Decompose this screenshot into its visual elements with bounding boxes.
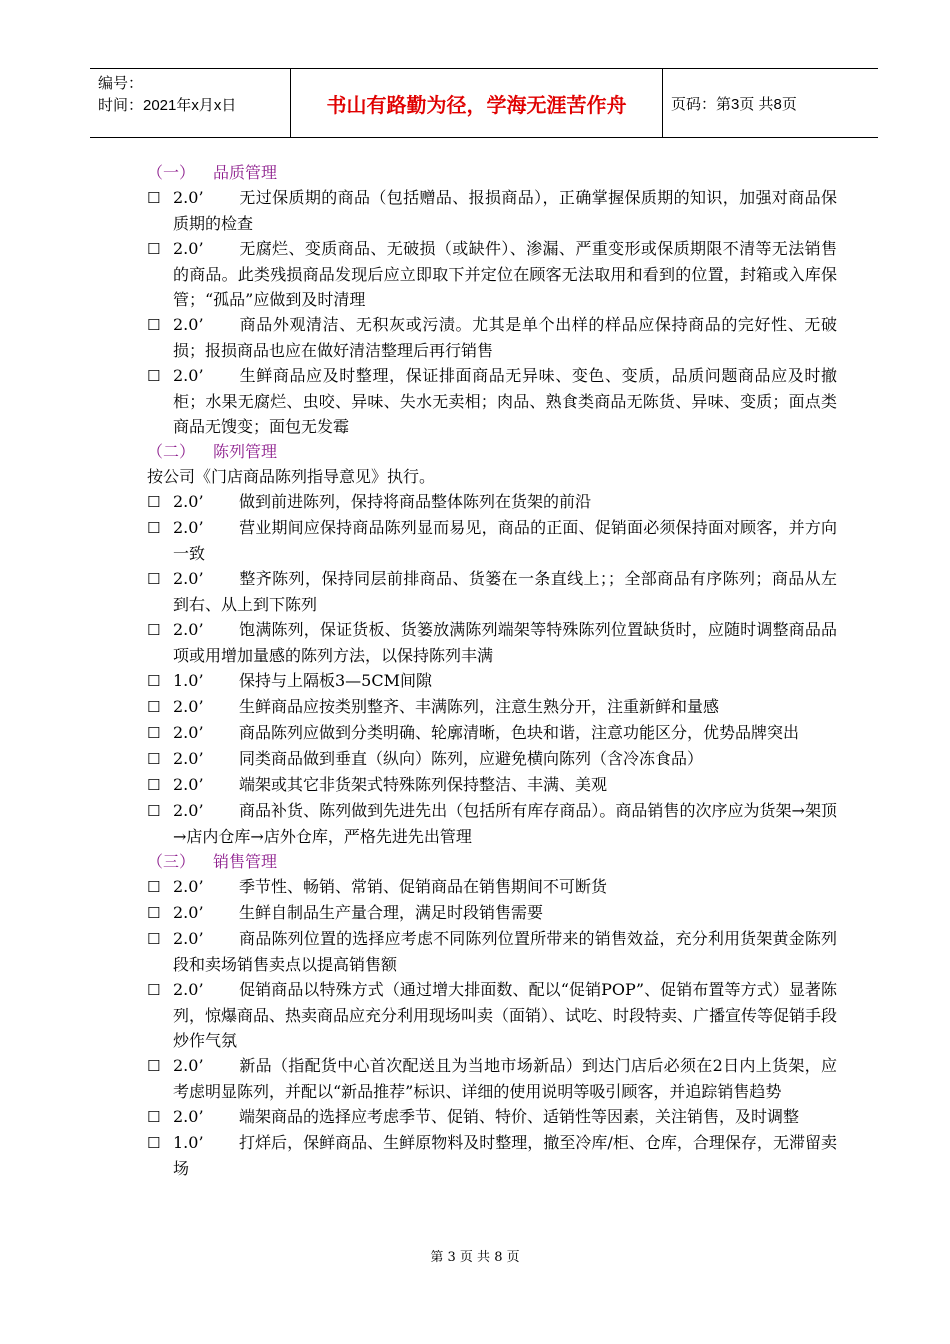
checkbox-icon[interactable]: ☐ [147, 367, 161, 385]
checkbox-icon[interactable]: ☐ [147, 930, 161, 948]
checkbox-icon[interactable]: ☐ [147, 904, 161, 922]
item-score: 2.0’ [173, 775, 204, 794]
checkbox-icon[interactable]: ☐ [147, 878, 161, 896]
checkbox-icon[interactable]: ☐ [147, 519, 161, 537]
item-score: 2.0’ [173, 723, 204, 742]
item-score: 2.0’ [173, 877, 204, 896]
item-text: 生鲜商品应按类别整齐、丰满陈列，注意生熟分开，注重新鲜和量感 [239, 697, 720, 716]
item-score: 2.0’ [173, 569, 204, 588]
checklist-item [147, 694, 837, 720]
item-text: 新品（指配货中心首次配送且为当地市场新品）到达门店后必须在2日内上货架，应考虑明显陈列，并配以“新品推荐”标识、详细的使用说明等吸引顾客，并追踪销售趋势 [173, 1056, 837, 1101]
item-text: 整齐陈列，保持同层前排商品、货篓在一条直线上；；全部商品有序陈列；商品从左到右、从上到下陈列 [173, 569, 837, 614]
item-score: 2.0’ [173, 749, 204, 768]
checkbox-icon[interactable]: ☐ [147, 724, 161, 742]
item-text: 季节性、畅销、常销、促销商品在销售期间不可断货 [239, 877, 608, 896]
section-heading [147, 439, 837, 464]
item-score: 2.0’ [173, 903, 204, 922]
item-score: 2.0’ [173, 239, 204, 258]
checkbox-icon[interactable]: ☐ [147, 1108, 161, 1126]
checklist-item [147, 772, 837, 798]
checkbox-icon[interactable]: ☐ [147, 750, 161, 768]
checklist-item [147, 617, 837, 668]
checklist-item [147, 312, 837, 363]
checklist-item [147, 977, 837, 1053]
item-score: 2.0’ [173, 1107, 204, 1126]
checkbox-icon[interactable]: ☐ [147, 776, 161, 794]
checklist-item [147, 874, 837, 900]
checklist-item [147, 363, 837, 439]
section-title: 陈列管理 [213, 442, 278, 461]
item-text: 端架商品的选择应考虑季节、促销、特价、适销性等因素，关注销售，及时调整 [239, 1107, 800, 1126]
item-score: 1.0’ [173, 1133, 204, 1152]
item-text: 做到前进陈列，保持将商品整体陈列在货架的前沿 [239, 492, 592, 511]
item-score: 2.0’ [173, 518, 204, 537]
section-number: （三） [147, 852, 196, 871]
checklist-item [147, 720, 837, 746]
header-motto: 书山有路勤为径，学海无涯苦作舟 [290, 69, 663, 137]
document-body [147, 160, 837, 1181]
checkbox-icon[interactable]: ☐ [147, 1134, 161, 1152]
checklist-item [147, 1053, 837, 1104]
section-number: （一） [147, 163, 196, 182]
checklist-item [147, 185, 837, 236]
checkbox-icon[interactable]: ☐ [147, 621, 161, 639]
item-text: 商品外观清洁、无积灰或污渍。尤其是单个出样的样品应保持商品的完好性、无破损；报损商品也应在做好清洁整理后再行销售 [173, 315, 837, 360]
item-score: 2.0’ [173, 620, 204, 639]
section-number: （二） [147, 442, 196, 461]
section-title: 品质管理 [213, 163, 278, 182]
item-text: 生鲜自制品生产量合理，满足时段销售需要 [239, 903, 544, 922]
document-time-label: 时间：2021年x月x日 [98, 97, 237, 114]
checklist-item [147, 746, 837, 772]
checklist-item [147, 236, 837, 312]
item-text: 饱满陈列，保证货板、货篓放满陈列端架等特殊陈列位置缺货时，应随时调整商品品项或用增加量感的陈列方法，以保持陈列丰满 [173, 620, 837, 665]
item-text: 营业期间应保持商品陈列显而易见，商品的正面、促销面必须保持面对顾客，并方向一致 [173, 518, 837, 563]
checklist-item [147, 1130, 837, 1181]
item-text: 同类商品做到垂直（纵向）陈列，应避免横向陈列（含冷冻食品） [239, 749, 704, 768]
item-text: 商品陈列位置的选择应考虑不同陈列位置所带来的销售效益，充分利用货架黄金陈列段和卖场销售卖点以提高销售额 [173, 929, 837, 974]
checkbox-icon[interactable]: ☐ [147, 802, 161, 820]
page-footer: 第 3 页 共 8 页 [430, 1250, 520, 1265]
checkbox-icon[interactable]: ☐ [147, 240, 161, 258]
checkbox-icon[interactable]: ☐ [147, 316, 161, 334]
item-score: 2.0’ [173, 1056, 204, 1075]
item-text: 生鲜商品应及时整理，保证排面商品无异味、变色、变质，品质问题商品应及时撤柜；水果无腐烂、虫咬、异味、失水无卖相；肉品、熟食类商品无陈货、异味、变质；面点类商品无馊变；面包无发霉 [173, 366, 837, 436]
item-score: 2.0’ [173, 801, 204, 820]
document-number-label: 编号： [98, 75, 144, 92]
checkbox-icon[interactable]: ☐ [147, 698, 161, 716]
item-text: 商品陈列应做到分类明确、轮廓清晰，色块和谐，注意功能区分，优势品牌突出 [239, 723, 800, 742]
item-text: 无过保质期的商品（包括赠品、报损商品），正确掌握保质期的知识，加强对商品保质期的检查 [173, 188, 837, 233]
item-text: 打烊后，保鲜商品、生鲜原物料及时整理，撤至冷库/柜、仓库，合理保存，无滞留卖场 [173, 1133, 837, 1178]
checklist-item [147, 668, 837, 694]
checkbox-icon[interactable]: ☐ [147, 981, 161, 999]
item-score: 2.0’ [173, 188, 204, 207]
checkbox-icon[interactable]: ☐ [147, 189, 161, 207]
checklist-item [147, 798, 837, 849]
section-title: 销售管理 [213, 852, 278, 871]
item-text: 无腐烂、变质商品、无破损（或缺件）、渗漏、严重变形或保质期限不清等无法销售的商品。此类残损商品发现后应立即取下并定位在顾客无法取用和看到的位置，封箱或入库保管；“孤品”应做到及时清理 [173, 239, 837, 309]
section-heading [147, 160, 837, 185]
page-header [90, 68, 878, 138]
section-heading [147, 849, 837, 874]
item-score: 2.0’ [173, 980, 204, 999]
checklist-item [147, 900, 837, 926]
item-text: 促销商品以特殊方式（通过增大排面数、配以“促销POP”、促销布置等方式）显著陈列，惊爆商品、热卖商品应充分利用现场叫卖（面销）、试吃、时段特卖、广播宣传等促销手段炒作气氛 [173, 980, 838, 1050]
item-score: 2.0’ [173, 492, 204, 511]
header-meta [90, 69, 290, 137]
item-score: 2.0’ [173, 366, 204, 385]
item-text: 端架或其它非货架式特殊陈列保持整洁、丰满、美观 [239, 775, 608, 794]
checklist-item [147, 566, 837, 617]
item-score: 1.0’ [173, 671, 204, 690]
header-page-code: 页码：第3页 共8页 [671, 95, 797, 113]
checklist-item [147, 1104, 837, 1130]
checkbox-icon[interactable]: ☐ [147, 570, 161, 588]
item-score: 2.0’ [173, 697, 204, 716]
checkbox-icon[interactable]: ☐ [147, 1057, 161, 1075]
item-text: 保持与上隔板3—5CM间隙 [239, 671, 432, 690]
checklist-item [147, 926, 837, 977]
section-intro: 按公司《门店商品陈列指导意见》执行。 [147, 467, 436, 486]
item-score: 2.0’ [173, 315, 204, 334]
checklist-item [147, 489, 837, 515]
checkbox-icon[interactable]: ☐ [147, 672, 161, 690]
checkbox-icon[interactable]: ☐ [147, 493, 161, 511]
item-score: 2.0’ [173, 929, 204, 948]
item-text: 商品补货、陈列做到先进先出（包括所有库存商品）。商品销售的次序应为货架→架顶→店内仓库→店外仓库，严格先进先出管理 [173, 801, 837, 846]
checklist-item [147, 515, 837, 566]
